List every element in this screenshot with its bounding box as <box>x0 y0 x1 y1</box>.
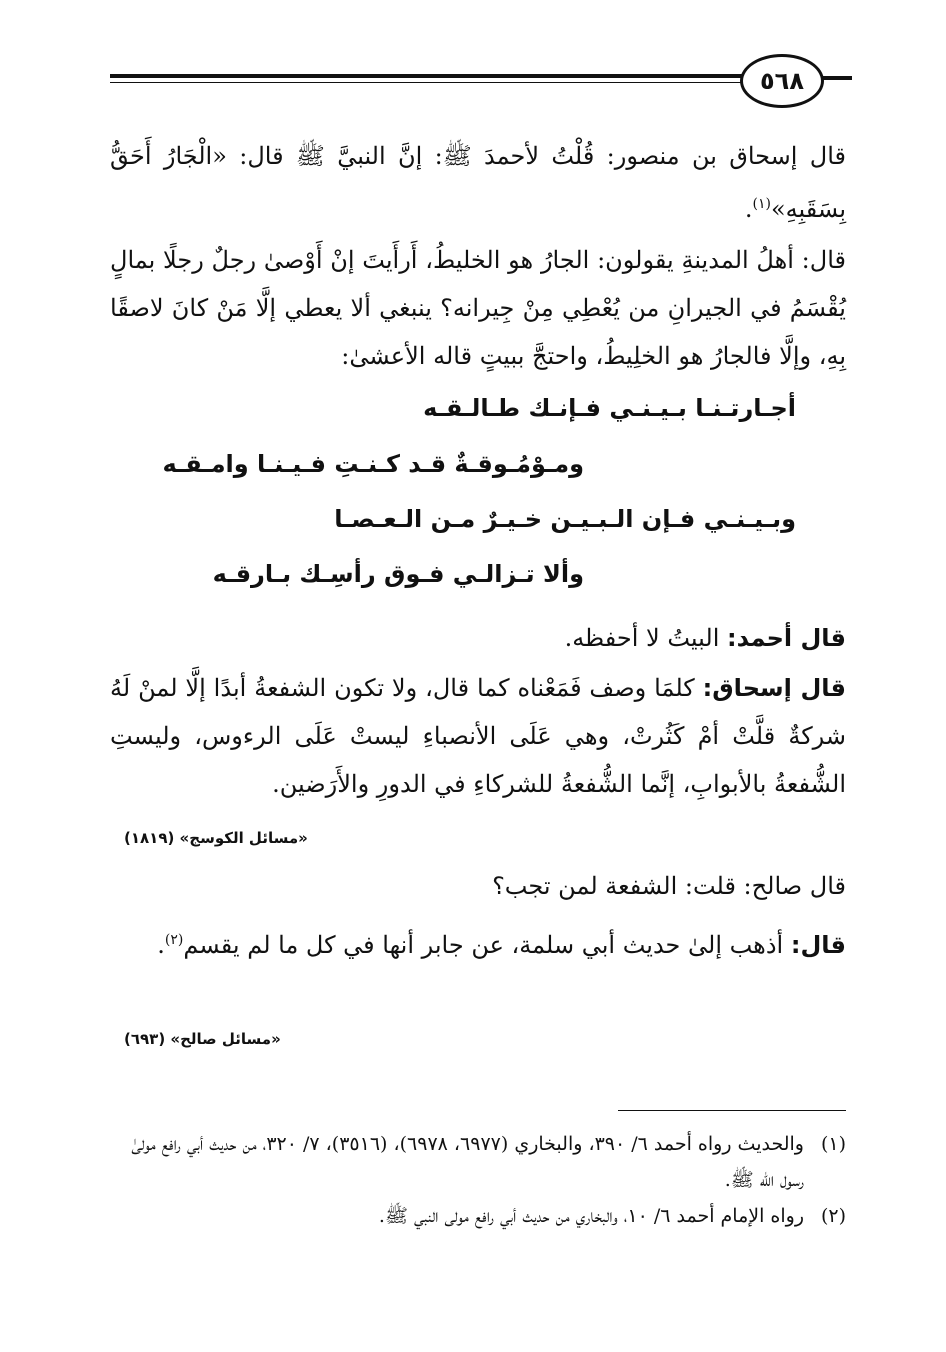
paragraph-1 <box>110 132 846 233</box>
footnote-text: والحديث رواه أحمد ٦/ ٣٩٠، والبخاري (٦٩٧٧، ٦٩٧٨)، (٣٥١٦)، ٧/ ٣٢٠، من حديث أبي رافع مولىٰ رسول الله ﷺ. <box>131 1133 804 1191</box>
verse-line-4: وألا تـزالـي فـوق رأسِـك بـارقـه <box>212 560 584 588</box>
verse-line-2: ومـوْمُـوقـةٌ قـد كـنـتِ فـيـنـا وامـقـه <box>162 450 584 478</box>
paragraph-1-text: قال إسحاق بن منصور: قُلْتُ لأحمدَ ﷺ: إنَّ النبيَّ ﷺ قال: «الْجَارُ أَحَقُّ بِسَقَبِهِ» <box>110 142 846 223</box>
footnote-text: رواه الإمام أحمد ٦/ ١٠، والبخاري من حديث أبي رافع مولى النبي ﷺ. <box>378 1205 804 1227</box>
verse-line-1: أجـارتـنـا بـيـنـي فـإنـك طـالـقـه <box>423 394 796 422</box>
verse-line-3: وبـيـنـي فـإن الـبـيـن خـيـرٌ مـن الـعـصـا <box>334 505 796 533</box>
paragraph-answer-text: أذهب إلىٰ حديث أبي سلمة، عن جابر أنها في كل ما لم يقسم <box>183 931 784 959</box>
footnotes <box>110 1126 846 1234</box>
paragraph-answer-end: . <box>157 931 165 959</box>
paragraph-ishaq-text: كلمَا وصف فَمَعْناه كما قال، ولا تكون الشفعةُ أبدًا إلَّا لمنْ لَهُ شركةٌ قلَّتْ أمْ كَثُرتْ، وهي عَلَى الأنصباءِ ليستْ عَلَى الرءوس، وليستِ الشُّفعةُ بالأبوابِ، إنَّما الشُّفعةُ للشركاءِ في الدورِ والأَرَضين. <box>110 674 846 798</box>
speaker-label-ahmad: قال أحمد: <box>727 624 846 652</box>
page-number-badge <box>740 54 824 108</box>
header-rule-thick <box>110 74 750 78</box>
footnote-separator <box>618 1110 846 1111</box>
footnote-item <box>110 1126 846 1198</box>
source-reference-2: «مسائل صالح» (٦٩٣) <box>124 1030 281 1048</box>
footnote-number: (١) <box>820 1133 846 1155</box>
paragraph-ahmad-text: البيتُ لا أحفظه. <box>564 624 720 652</box>
footnote-mark-2: (٢) <box>164 932 184 948</box>
page-header <box>110 50 870 114</box>
paragraph-salih: قال صالح: قلت: الشفعة لمن تجب؟ <box>492 872 846 900</box>
page-number: ٥٦٨ <box>760 67 804 95</box>
header-rule-right <box>822 76 852 80</box>
speaker-label-ishaq: قال إسحاق: <box>702 674 846 702</box>
footnote-number: (٢) <box>820 1205 846 1227</box>
paragraph-ishaq <box>110 664 846 808</box>
paragraph-answer <box>110 916 846 969</box>
paragraph-2: قال: أهلُ المدينةِ يقولون: الجارُ هو الخليطُ، أَرأَيتَ إنْ أَوْصىٰ رجلٌ رجلًا بمالٍ يُقْسَمُ في الجيرانِ من يُعْطِي مِنْ جِيرانه؟ ينبغي ألا يعطي إلَّا مَنْ كانَ لاصقًا بِهِ، وإلَّا فالجارُ هو الخلِيطُ، واحتجَّ ببيتٍ قاله الأعشىٰ: <box>110 246 846 370</box>
paragraph-1-end: . <box>744 195 753 223</box>
footnote-mark-1: (١) <box>752 196 771 212</box>
header-rule-thin <box>110 82 750 83</box>
paragraph-ahmad <box>110 614 846 662</box>
speaker-label-answer: قال: <box>790 931 846 959</box>
footnote-item <box>110 1198 846 1234</box>
source-reference-1: «مسائل الكوسج» (١٨١٩) <box>124 829 308 847</box>
